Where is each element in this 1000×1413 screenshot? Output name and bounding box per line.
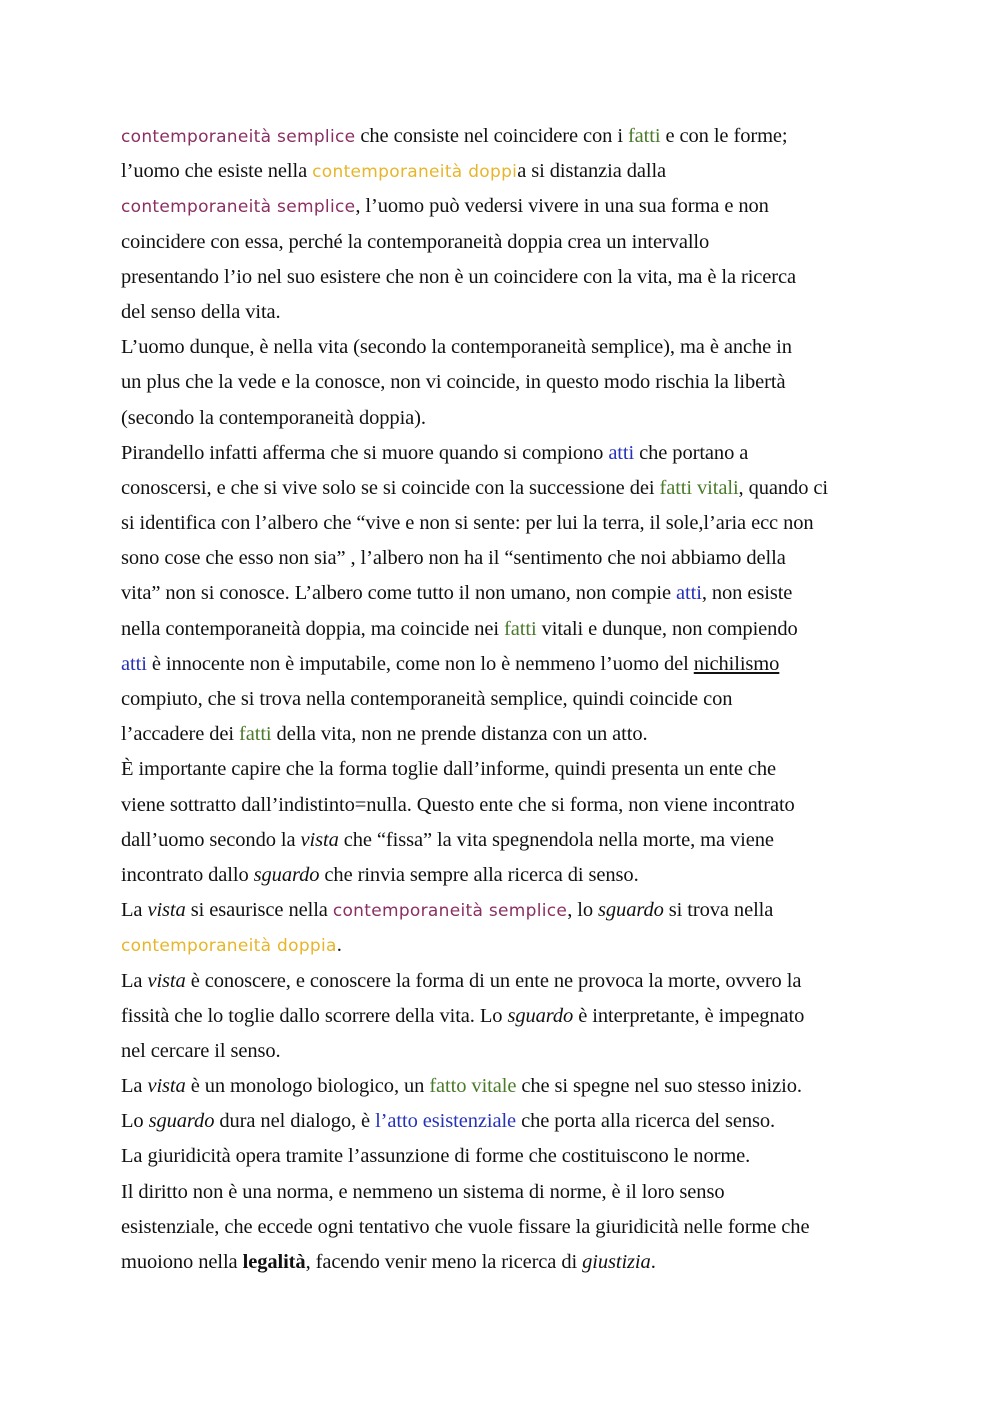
text-span: , facendo venir meno la ricerca di bbox=[305, 1251, 583, 1273]
text-line bbox=[121, 858, 881, 893]
text-line bbox=[121, 999, 881, 1034]
text-span: è innocente non è imputabile, come non lo è nemmeno l’uomo del bbox=[146, 652, 694, 675]
term-contemporaneita-semplice: contemporaneità semplice bbox=[121, 127, 356, 147]
italic-term: vista bbox=[147, 1075, 186, 1098]
text-span: della vita, non ne prende distanza con un atto. bbox=[271, 723, 648, 746]
text-line bbox=[121, 682, 881, 717]
document-page bbox=[121, 119, 881, 1280]
text-span: , non esiste bbox=[701, 582, 793, 605]
term-atti: l’atto esistenziale bbox=[375, 1110, 517, 1133]
text-line bbox=[121, 119, 881, 154]
text-span: si esaurisce nella bbox=[185, 899, 333, 922]
text-span: La bbox=[121, 899, 148, 922]
text-span: Lo bbox=[121, 1110, 149, 1133]
text-line bbox=[121, 928, 881, 963]
text-span: è un monologo biologico, un bbox=[185, 1075, 430, 1098]
text-span: , quando ci bbox=[738, 476, 828, 499]
text-span: si identifica con l’albero che “vive e non si sente: per lui la terra, il sole,l’aria ecc non bbox=[121, 512, 814, 535]
text-span: È importante capire che la forma toglie dall’informe, quindi presenta un ente che bbox=[121, 758, 777, 781]
text-span: viene sottratto dall’indistinto=nulla. Questo ente che si forma, non viene incontrato bbox=[121, 793, 795, 816]
term-atti: atti bbox=[121, 652, 147, 675]
paragraph bbox=[121, 964, 881, 1070]
text-span: (secondo la contemporaneità doppia). bbox=[121, 406, 426, 429]
text-span: sono cose che esso non sia” , l’albero non ha il “sentimento che noi abbiamo della bbox=[121, 547, 786, 570]
text-span: l’uomo che esiste nella bbox=[121, 160, 313, 183]
text-span: Il diritto non è una norma, e nemmeno un sistema di norme, è il loro senso bbox=[121, 1180, 725, 1203]
paragraph bbox=[121, 1175, 881, 1281]
italic-term: sguardo bbox=[253, 863, 320, 886]
paragraph bbox=[121, 1139, 881, 1174]
text-span: fissità che lo toglie dallo scorrere della vita. Lo bbox=[121, 1004, 508, 1027]
text-line bbox=[121, 506, 881, 541]
text-line bbox=[121, 647, 881, 682]
text-line bbox=[121, 964, 881, 999]
text-span: che “fissa” la vita spegnendola nella morte, ma viene bbox=[338, 828, 774, 851]
text-span: che porta alla ricerca del senso. bbox=[516, 1110, 776, 1133]
italic-term: giustizia bbox=[582, 1251, 651, 1273]
text-span: La bbox=[121, 1075, 148, 1098]
text-line bbox=[121, 717, 881, 752]
italic-term: sguardo bbox=[148, 1110, 215, 1133]
term-fatti: fatti vitali bbox=[659, 476, 739, 499]
text-line bbox=[121, 576, 881, 611]
paragraph bbox=[121, 752, 881, 893]
text-span: vitali e dunque, non compiendo bbox=[536, 617, 798, 640]
term-contemporaneita-doppia: contemporaneità doppia bbox=[121, 936, 337, 957]
text-line bbox=[121, 1104, 881, 1139]
text-span: è conoscere, e conoscere la forma di un ente ne provoca la morte, ovvero la bbox=[185, 969, 802, 992]
term-contemporaneita-semplice: contemporaneità semplice bbox=[121, 197, 356, 218]
text-span: Pirandello infatti afferma che si muore quando si compiono bbox=[121, 441, 609, 464]
text-span: presentando l’io nel suo esistere che non è un coincidere con la vita, ma è la ricerca bbox=[121, 265, 797, 288]
text-span: L’uomo dunque, è nella vita (secondo la contemporaneità semplice), ma è anche in bbox=[121, 336, 792, 359]
italic-term: sguardo bbox=[507, 1004, 574, 1027]
text-span: che portano a bbox=[634, 441, 749, 464]
term-atti: atti bbox=[608, 441, 635, 464]
text-line bbox=[121, 1245, 881, 1280]
paragraph bbox=[121, 1069, 881, 1104]
text-span: . bbox=[336, 934, 342, 957]
term-atti: atti bbox=[676, 582, 702, 605]
text-line bbox=[121, 823, 881, 858]
text-span: incontrato dallo bbox=[121, 863, 254, 886]
text-line bbox=[121, 260, 881, 295]
text-span: che si spegne nel suo stesso inizio. bbox=[516, 1075, 802, 1098]
text-span: del senso della vita. bbox=[121, 300, 281, 323]
text-span: La bbox=[121, 969, 148, 992]
term-fatti: fatti bbox=[627, 125, 661, 147]
text-line bbox=[121, 1175, 881, 1210]
text-span: esistenziale, che eccede ogni tentativo che vuole fissare la giuridicità nelle forme che bbox=[121, 1215, 810, 1238]
text-line bbox=[121, 365, 881, 400]
text-span: e con le forme; bbox=[660, 125, 788, 147]
bold-term: legalità bbox=[242, 1251, 306, 1273]
paragraph bbox=[121, 119, 881, 330]
text-line bbox=[121, 471, 881, 506]
paragraph bbox=[121, 436, 881, 753]
text-line bbox=[121, 752, 881, 787]
text-line bbox=[121, 1069, 881, 1104]
text-span: , l’uomo può vedersi vivere in una sua forma e non bbox=[355, 195, 769, 218]
term-contemporaneita-doppia: contemporaneità doppi bbox=[312, 162, 518, 183]
text-span: coincidere con essa, perché la contemporaneità doppia crea un intervallo bbox=[121, 230, 710, 253]
text-span: un plus che la vede e la conosce, non vi coincide, in questo modo rischia la libertà bbox=[121, 371, 786, 394]
text-line bbox=[121, 225, 881, 260]
text-span: si trova nella bbox=[663, 899, 774, 922]
text-span: l’accadere dei bbox=[121, 723, 239, 746]
term-contemporaneita-semplice: contemporaneità semplice bbox=[332, 901, 568, 922]
text-line bbox=[121, 154, 881, 189]
text-span: nella contemporaneità doppia, ma coincide nei bbox=[121, 617, 505, 640]
text-line bbox=[121, 330, 881, 365]
term-fatti: fatti bbox=[504, 617, 537, 640]
text-line bbox=[121, 295, 881, 330]
text-span: La giuridicità opera tramite l’assunzione di forme che costituiscono le norme. bbox=[121, 1145, 751, 1168]
paragraph bbox=[121, 893, 881, 963]
text-line bbox=[121, 612, 881, 647]
text-span: vita” non si conosce. L’albero come tutto il non umano, non compie bbox=[121, 582, 677, 605]
italic-term: sguardo bbox=[598, 899, 664, 922]
text-line bbox=[121, 1139, 881, 1174]
text-span: dura nel dialogo, è bbox=[214, 1110, 376, 1133]
text-line bbox=[121, 401, 881, 436]
paragraph bbox=[121, 1104, 881, 1139]
text-line bbox=[121, 541, 881, 576]
text-line bbox=[121, 893, 881, 928]
paragraph bbox=[121, 330, 881, 436]
text-span: che consiste nel coincidere con i bbox=[355, 125, 628, 147]
term-fatti: fatto vitale bbox=[429, 1075, 517, 1098]
text-span: che rinvia sempre alla ricerca di senso. bbox=[319, 863, 639, 886]
text-span: , lo bbox=[567, 899, 599, 922]
italic-term: vista bbox=[300, 828, 339, 851]
text-line bbox=[121, 1034, 881, 1069]
text-line bbox=[121, 436, 881, 471]
text-span: conoscersi, e che si vive solo se si coincide con la successione dei bbox=[121, 476, 660, 499]
text-line bbox=[121, 1210, 881, 1245]
text-span: muoiono nella bbox=[121, 1251, 243, 1273]
italic-term: vista bbox=[147, 969, 186, 992]
text-line bbox=[121, 189, 881, 224]
text-span: . bbox=[650, 1251, 656, 1273]
text-span: a si distanzia dalla bbox=[517, 160, 667, 183]
text-span: compiuto, che si trova nella contemporaneità semplice, quindi coincide con bbox=[121, 688, 733, 710]
text-span: è interpretante, è impegnato bbox=[573, 1004, 805, 1027]
text-span: nel cercare il senso. bbox=[121, 1039, 281, 1062]
text-line bbox=[121, 788, 881, 823]
text-span: dall’uomo secondo la bbox=[121, 828, 301, 851]
italic-term: vista bbox=[147, 899, 186, 922]
term-fatti: fatti bbox=[239, 723, 272, 746]
underlined-term: nichilismo bbox=[693, 652, 780, 675]
